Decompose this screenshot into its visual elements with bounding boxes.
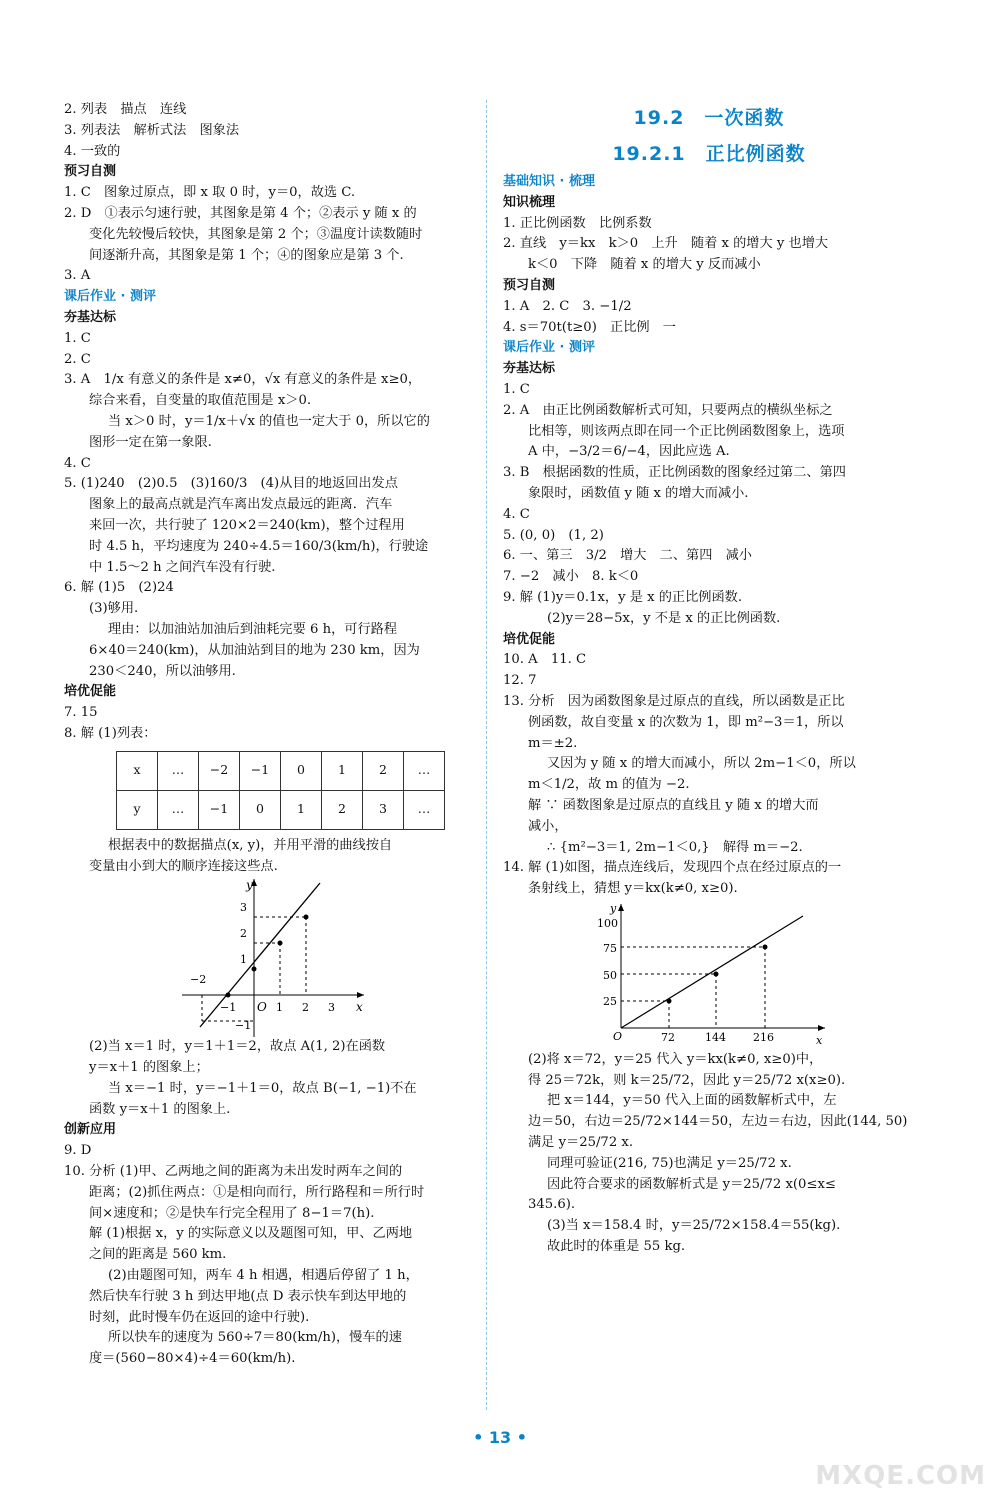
y-tick-label: 25: [603, 994, 617, 1008]
answer-line: 间×速度和；②是快车行完全程用了 8−1＝7(h).: [89, 1205, 375, 1221]
y-tick-label: 50: [603, 968, 617, 982]
answer-line: 变量由小到大的顺序连接这些点.: [89, 858, 278, 874]
y-tick-label: 100: [597, 916, 618, 930]
table-cell: 1: [281, 790, 322, 829]
table-cell: …: [404, 790, 445, 829]
answer-line: 解 ∵ 函数图象是过原点的直线且 y 随 x 的增大而: [528, 797, 819, 813]
answer-line: 解 (1)根据 x，y 的实际意义以及题图可知，甲、乙两地: [89, 1226, 413, 1242]
x-tick-label: 216: [753, 1030, 774, 1044]
answer-line: 当 x＞0 时，y＝1/x＋√x 的值也一定大于 0，所以它的: [108, 413, 430, 429]
section-heading: 课后作业 · 测评: [64, 289, 156, 305]
answer-line: 比相等，则该两点即在同一个正比例函数图象上，选项: [528, 423, 845, 439]
answer-line: 条射线上，猜想 y＝kx(k≠0, x≥0).: [528, 881, 738, 897]
answer-line: (2)由题图可知，两车 4 h 相遇，相遇后停留了 1 h，: [108, 1268, 419, 1284]
answer-line: 间逐渐升高，其图象是第 1 个；④的图象应是第 3 个.: [89, 247, 404, 263]
left-column: [64, 100, 476, 1370]
answer-line: 3. B 根据函数的性质，正比例函数的图象经过第二、第四: [503, 465, 846, 481]
answer-line: 综合来看，自变量的取值范围是 x＞0.: [89, 393, 312, 409]
answer-line: m＜1/2，故 m 的值为 −2.: [528, 777, 690, 793]
table-cell: y: [117, 790, 158, 829]
answer-line: 图形一定在第一象限.: [89, 434, 212, 450]
answer-line: 理由：以加油站加油后到油耗完要 6 h，可行路程: [108, 621, 398, 637]
answer-line: 3. A: [64, 268, 91, 284]
page-number: • 13 •: [473, 1428, 527, 1447]
answer-line: 2. 列表 描点 连线: [64, 102, 187, 117]
answer-line: 度＝(560−80×4)÷4＝60(km/h).: [89, 1351, 296, 1367]
tick-label: 3: [240, 901, 247, 915]
answer-line: 变化先较慢后较快，其图象是第 2 个；③温度计读数随时: [89, 226, 423, 242]
answer-line: 6. 解 (1)5 (2)24: [64, 580, 174, 596]
y-axis-label: y: [246, 878, 253, 893]
answer-line: 得 25＝72k，则 k＝25/72，因此 y＝25/72 x(x≥0).: [528, 1072, 846, 1088]
answer-line: 3. 列表法 解析式法 图象法: [64, 122, 240, 138]
answer-line: 2. 直线 y＝kx k＞0 上升 随着 x 的增大 y 也增大: [503, 236, 829, 252]
answer-line: 13. 分析 因为函数图象是过原点的直线，所以函数是正比: [503, 693, 845, 709]
x-tick-label: 144: [705, 1030, 726, 1044]
answer-line: 然后快车行驶 3 h 到达甲地(点 D 表示快车到达甲地的: [89, 1288, 407, 1304]
answer-line: 之间的距离是 560 km.: [89, 1247, 227, 1263]
tick-label: 2: [302, 1001, 309, 1015]
answer-line: 同理可验证(216, 75)也满足 y＝25/72 x.: [547, 1155, 792, 1171]
answer-line: 4. C: [64, 455, 91, 471]
table-cell: 0: [240, 790, 281, 829]
answer-line: ∴ {m²−3＝1, 2m−1＜0,} 解得 m＝−2.: [547, 839, 803, 855]
proportional-function-graph: [503, 900, 915, 1050]
table-cell: −2: [199, 751, 240, 790]
table-cell: …: [404, 751, 445, 790]
answer-line: 例函数，故自变量 x 的次数为 1，即 m²−3＝1，所以: [528, 714, 844, 730]
answer-line: 中 1.5～2 h 之间汽车没有行驶.: [89, 559, 276, 575]
table-cell: −1: [199, 790, 240, 829]
tick-label: −1: [220, 1001, 237, 1015]
value-table: [116, 751, 445, 830]
table-cell: …: [158, 790, 199, 829]
right-column: [503, 100, 915, 1258]
answer-line: 故此时的体重是 55 kg.: [547, 1239, 686, 1255]
subsection-heading: 夯基达标: [64, 309, 117, 325]
answer-line: 12. 7: [503, 673, 537, 689]
answer-line: 5. (0, 0) (1, 2): [503, 527, 604, 543]
data-point: [226, 993, 231, 998]
line-graph-y-equals-x-plus-1: [64, 877, 476, 1037]
answer-line: 时 4.5 h，平均速度为 240÷4.5＝160/3(km/h)，行驶途: [89, 538, 429, 554]
answer-line: 把 x＝144，y＝50 代入上面的函数解析式中，左: [547, 1093, 837, 1109]
table-cell: −1: [240, 751, 281, 790]
tick-label: −1: [235, 1019, 252, 1033]
answer-line: (3)当 x＝158.4 时，y＝25/72×158.4＝55(kg).: [547, 1218, 841, 1234]
table-cell: 2: [363, 751, 404, 790]
x-axis-arrow: [818, 1025, 825, 1031]
table-cell: 1: [322, 751, 363, 790]
answer-line: 8. 解 (1)列表：: [64, 725, 157, 741]
x-axis-label: x: [356, 1000, 363, 1015]
table-row: [117, 751, 445, 790]
answer-line: 6×40＝240(km)，从加油站到目的地为 230 km，因为: [89, 642, 420, 658]
subsection-heading: 预习自测: [503, 277, 556, 293]
answer-line: 3. A 1/x 有意义的条件是 x≠0，√x 有意义的条件是 x≥0，: [64, 372, 422, 388]
column-divider: [486, 100, 487, 1410]
subsection-heading: 创新应用: [64, 1122, 117, 1138]
answer-line: y＝x＋1 的图象上；: [89, 1060, 209, 1076]
answer-line: 又因为 y 随 x 的增大而减小，所以 2m−1＜0，所以: [547, 756, 856, 772]
answer-line: 2. C: [64, 351, 91, 367]
answer-line: m＝±2.: [528, 735, 578, 751]
answer-line: 230＜240，所以油够用.: [89, 663, 236, 679]
table-row: [117, 790, 445, 829]
answer-line: k＜0 下降 随着 x 的增大 y 反而减小: [528, 257, 761, 273]
x-axis-arrow: [357, 992, 364, 998]
answer-line: 9. D: [64, 1143, 92, 1159]
answer-line: 5. (1)240 (2)0.5 (3)160/3 (4)从目的地返回出发点: [64, 476, 398, 492]
answer-line: 345.6).: [528, 1197, 576, 1213]
tick-label: 3: [328, 1001, 335, 1015]
table-cell: 3: [363, 790, 404, 829]
tick-label: 2: [240, 927, 247, 941]
table-cell: 0: [281, 751, 322, 790]
x-axis-label: x: [816, 1033, 823, 1047]
answer-line: 1. C: [503, 381, 530, 397]
subsection-heading: 培优促能: [503, 631, 556, 647]
section-title: 19.2 一次函数: [633, 107, 785, 129]
function-line: [621, 916, 803, 1028]
answer-line: 时刻，此时慢车仍在返回的途中行驶).: [89, 1309, 310, 1325]
subsection-title: 19.2.1 正比例函数: [612, 143, 806, 165]
answer-line: 图象上的最高点就是汽车离出发点最远的距离．汽车: [89, 497, 393, 513]
answer-line: 4. 一致的: [64, 143, 121, 159]
answer-line: 边＝50，右边＝25/72×144＝50，左边＝右边，因此(144, 50): [528, 1114, 908, 1130]
answer-line: (3)够用.: [89, 601, 139, 617]
answer-line: 因此符合要求的函数解析式是 y＝25/72 x(0≤x≤: [547, 1176, 836, 1192]
y-tick-label: 75: [603, 941, 617, 955]
answer-line: 1. C 图象过原点，即 x 取 0 时，y＝0，故选 C.: [64, 185, 356, 201]
answer-line: 来回一次，共行驶了 120×2＝240(km)，整个过程用: [89, 517, 405, 533]
tick-label: −2: [190, 973, 207, 987]
answer-line: 14. 解 (1)如图，描点连线后，发现四个点在经过原点的一: [503, 860, 842, 876]
tick-label: 1: [276, 1001, 283, 1015]
answer-line: 2. D ①表示匀速行驶，其图象是第 4 个；②表示 y 随 x 的: [64, 205, 417, 221]
answer-line: 函数 y＝x＋1 的图象上.: [89, 1101, 231, 1117]
x-tick-label: 72: [661, 1030, 675, 1044]
answer-line: 6. 一、第三 3/2 增大 二、第四 减小: [503, 548, 752, 564]
answer-line: 1. 正比例函数 比例系数: [503, 215, 652, 231]
answer-line: 2. A 由正比例函数解析式可知，只要两点的横纵坐标之: [503, 402, 833, 418]
data-point: [252, 967, 257, 972]
answer-line: 距离；(2)抓住两点：①是相向而行，所行路程和＝所行时: [89, 1184, 425, 1200]
answer-line: 7. 15: [64, 705, 98, 721]
answer-line: (2)将 x＝72，y＝25 代入 y＝kx(k≠0, x≥0)中，: [528, 1051, 823, 1067]
answer-line: 1. A 2. C 3. −1/2: [503, 298, 632, 314]
answer-line: 所以快车的速度为 560÷7＝80(km/h)，慢车的速: [108, 1330, 402, 1346]
table-cell: …: [158, 751, 199, 790]
answer-line: 1. C: [64, 330, 91, 346]
tick-label: 1: [240, 953, 247, 967]
subsection-heading: 培优促能: [64, 684, 117, 700]
table-cell: 2: [322, 790, 363, 829]
answer-line: 减小，: [528, 818, 568, 834]
answer-line: 根据表中的数据描点(x, y)，并用平滑的曲线按自: [108, 837, 393, 853]
section-heading: 课后作业 · 测评: [503, 340, 595, 356]
watermark: MXQE.COM: [815, 1461, 986, 1491]
origin-label: O: [257, 1000, 267, 1015]
origin-label: O: [613, 1029, 623, 1043]
answer-line: 象限时，函数值 y 随 x 的增大而减小.: [528, 485, 749, 501]
data-point: [763, 944, 768, 949]
section-heading: 基础知识 · 梳理: [503, 174, 595, 189]
answer-line: 10. A 11. C: [503, 652, 587, 668]
answer-line: 10. 分析 (1)甲、乙两地之间的距离为未出发时两车之间的: [64, 1164, 403, 1180]
answer-line: 7. −2 减小 8. k＜0: [503, 569, 639, 585]
answer-line: 4. s＝70t(t≥0) 正比例 一: [503, 319, 676, 335]
answer-line: 当 x＝−1 时，y＝−1＋1＝0，故点 B(−1, −1)不在: [108, 1080, 417, 1096]
answer-line: A 中，−3/2＝6/−4，因此应选 A.: [528, 444, 730, 460]
subsection-heading: 知识梳理: [503, 194, 556, 210]
answer-line: 9. 解 (1)y＝0.1x，y 是 x 的正比例函数.: [503, 589, 743, 605]
table-cell: x: [117, 751, 158, 790]
subsection-heading: 夯基达标: [503, 361, 556, 377]
subsection-heading: 预习自测: [64, 164, 117, 180]
y-axis-arrow: [618, 904, 624, 911]
answer-line: 4. C: [503, 506, 530, 522]
data-point: [304, 915, 309, 920]
answer-line: (2)当 x＝1 时，y＝1＋1＝2，故点 A(1, 2)在函数: [89, 1039, 386, 1055]
answer-line: (2)y＝28−5x，y 不是 x 的正比例函数.: [547, 610, 781, 626]
data-point: [667, 998, 672, 1003]
data-point: [714, 971, 719, 976]
answer-line: 满足 y＝25/72 x.: [528, 1135, 634, 1151]
data-point: [278, 941, 283, 946]
page-number-value: 13: [488, 1428, 512, 1447]
y-axis-label: y: [610, 901, 617, 915]
